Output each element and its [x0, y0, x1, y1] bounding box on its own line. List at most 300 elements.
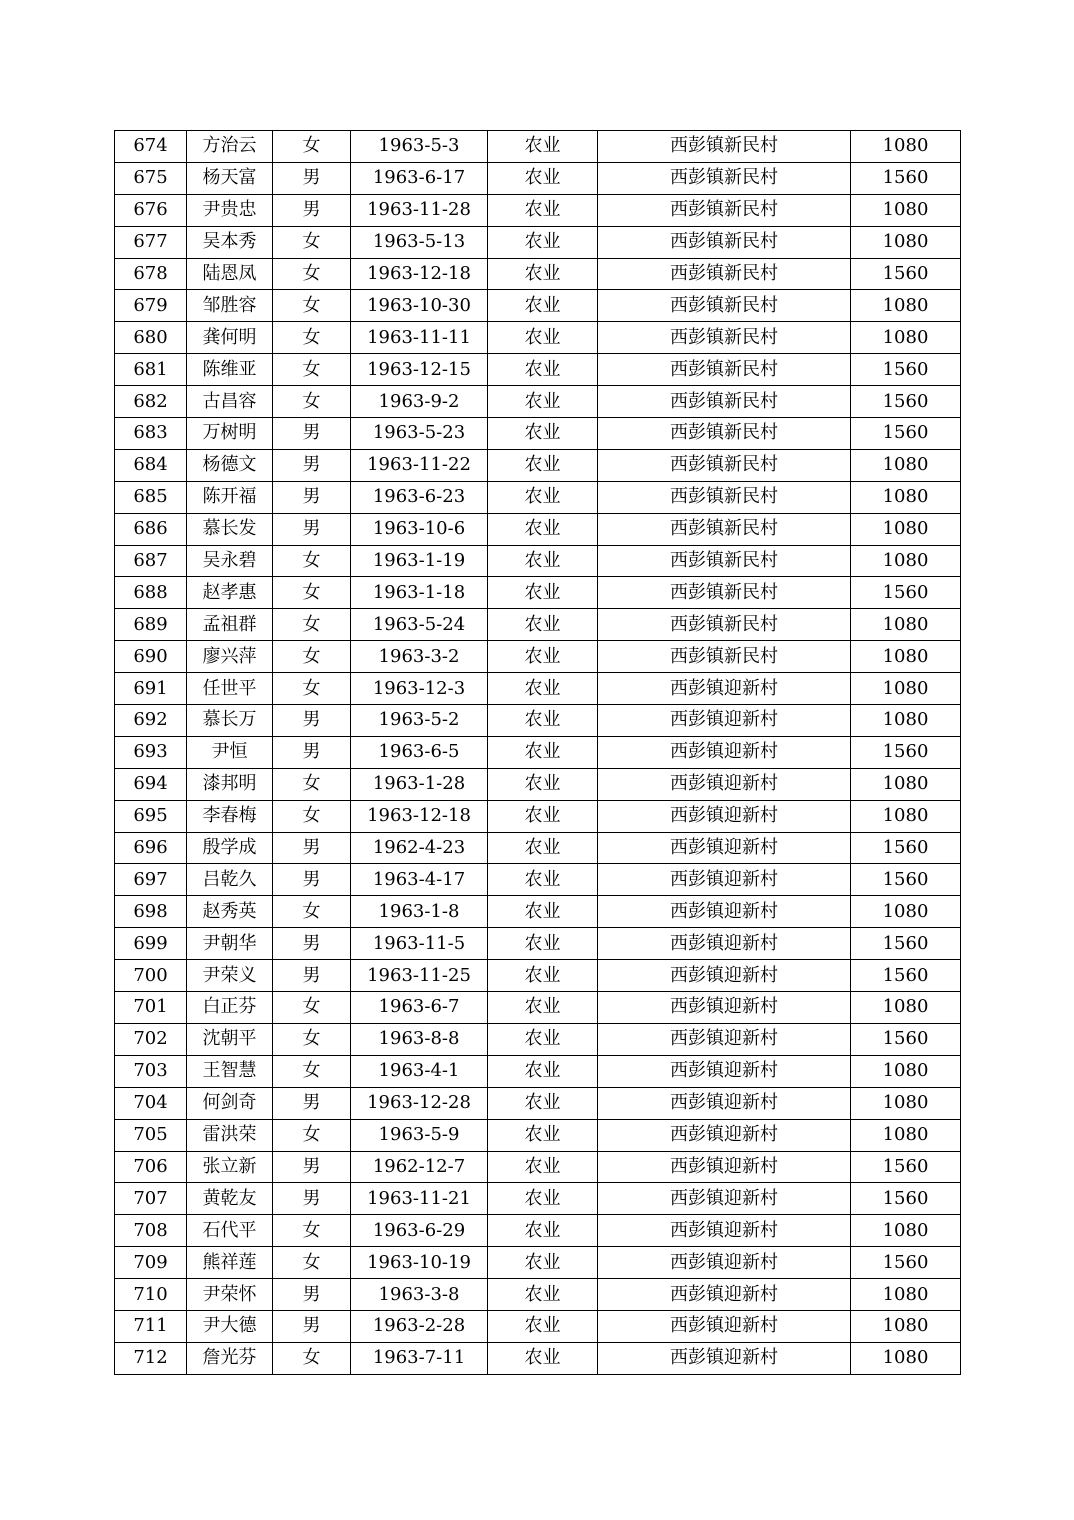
cell-address: 西彭镇新民村 — [598, 162, 851, 194]
cell-address: 西彭镇新民村 — [598, 386, 851, 418]
cell-amount: 1080 — [851, 992, 961, 1024]
cell-occupation: 农业 — [488, 673, 598, 705]
cell-name: 杨天富 — [187, 162, 273, 194]
cell-number: 706 — [115, 1151, 187, 1183]
cell-birth-date: 1963-12-18 — [351, 800, 488, 832]
cell-occupation: 农业 — [488, 896, 598, 928]
cell-sex: 男 — [273, 705, 351, 737]
cell-address: 西彭镇迎新村 — [598, 1342, 851, 1374]
cell-address: 西彭镇迎新村 — [598, 768, 851, 800]
cell-amount: 1560 — [851, 354, 961, 386]
cell-number: 709 — [115, 1247, 187, 1279]
cell-name: 孟祖群 — [187, 609, 273, 641]
table-row — [115, 194, 961, 226]
cell-occupation: 农业 — [488, 386, 598, 418]
cell-name: 尹朝华 — [187, 928, 273, 960]
cell-name: 何剑奇 — [187, 1087, 273, 1119]
cell-number: 712 — [115, 1342, 187, 1374]
cell-birth-date: 1962-12-7 — [351, 1151, 488, 1183]
cell-occupation: 农业 — [488, 481, 598, 513]
cell-sex: 女 — [273, 290, 351, 322]
cell-sex: 男 — [273, 1183, 351, 1215]
cell-amount: 1080 — [851, 1119, 961, 1151]
cell-amount: 1080 — [851, 1342, 961, 1374]
roster-table-body — [115, 131, 961, 1375]
cell-sex: 男 — [273, 864, 351, 896]
cell-sex: 女 — [273, 1247, 351, 1279]
table-row — [115, 1151, 961, 1183]
cell-sex: 男 — [273, 1087, 351, 1119]
cell-occupation: 农业 — [488, 1342, 598, 1374]
cell-name: 王智慧 — [187, 1055, 273, 1087]
cell-occupation: 农业 — [488, 1247, 598, 1279]
cell-name: 吕乾久 — [187, 864, 273, 896]
cell-number: 705 — [115, 1119, 187, 1151]
cell-address: 西彭镇迎新村 — [598, 1023, 851, 1055]
cell-sex: 女 — [273, 1055, 351, 1087]
cell-name: 方治云 — [187, 131, 273, 163]
cell-address: 西彭镇迎新村 — [598, 1151, 851, 1183]
cell-sex: 男 — [273, 928, 351, 960]
cell-name: 尹大德 — [187, 1310, 273, 1342]
cell-name: 古昌容 — [187, 386, 273, 418]
cell-name: 杨德文 — [187, 449, 273, 481]
cell-number: 690 — [115, 641, 187, 673]
cell-sex: 女 — [273, 226, 351, 258]
cell-amount: 1080 — [851, 1087, 961, 1119]
cell-amount: 1560 — [851, 960, 961, 992]
table-row — [115, 1215, 961, 1247]
cell-amount: 1080 — [851, 800, 961, 832]
cell-name: 万树明 — [187, 418, 273, 450]
cell-birth-date: 1962-4-23 — [351, 832, 488, 864]
cell-amount: 1080 — [851, 673, 961, 705]
cell-sex: 女 — [273, 131, 351, 163]
cell-birth-date: 1963-8-8 — [351, 1023, 488, 1055]
cell-number: 696 — [115, 832, 187, 864]
cell-birth-date: 1963-1-28 — [351, 768, 488, 800]
cell-sex: 女 — [273, 1119, 351, 1151]
cell-number: 711 — [115, 1310, 187, 1342]
cell-address: 西彭镇新民村 — [598, 609, 851, 641]
cell-amount: 1560 — [851, 577, 961, 609]
cell-name: 廖兴萍 — [187, 641, 273, 673]
table-row — [115, 481, 961, 513]
cell-address: 西彭镇迎新村 — [598, 1119, 851, 1151]
cell-address: 西彭镇迎新村 — [598, 1087, 851, 1119]
cell-occupation: 农业 — [488, 290, 598, 322]
cell-occupation: 农业 — [488, 449, 598, 481]
cell-birth-date: 1963-11-5 — [351, 928, 488, 960]
cell-address: 西彭镇迎新村 — [598, 1310, 851, 1342]
cell-sex: 女 — [273, 609, 351, 641]
table-row — [115, 1055, 961, 1087]
cell-occupation: 农业 — [488, 1279, 598, 1311]
cell-birth-date: 1963-12-28 — [351, 1087, 488, 1119]
cell-sex: 女 — [273, 1215, 351, 1247]
cell-address: 西彭镇新民村 — [598, 258, 851, 290]
cell-amount: 1560 — [851, 1183, 961, 1215]
cell-address: 西彭镇新民村 — [598, 194, 851, 226]
cell-sex: 男 — [273, 449, 351, 481]
cell-occupation: 农业 — [488, 1183, 598, 1215]
cell-sex: 男 — [273, 513, 351, 545]
cell-address: 西彭镇新民村 — [598, 513, 851, 545]
cell-sex: 男 — [273, 1151, 351, 1183]
cell-amount: 1080 — [851, 641, 961, 673]
cell-birth-date: 1963-3-8 — [351, 1279, 488, 1311]
cell-sex: 男 — [273, 418, 351, 450]
cell-address: 西彭镇新民村 — [598, 290, 851, 322]
cell-name: 石代平 — [187, 1215, 273, 1247]
cell-name: 尹荣义 — [187, 960, 273, 992]
cell-amount: 1560 — [851, 386, 961, 418]
table-row — [115, 354, 961, 386]
cell-birth-date: 1963-1-19 — [351, 545, 488, 577]
table-row — [115, 418, 961, 450]
cell-sex: 男 — [273, 1279, 351, 1311]
cell-amount: 1080 — [851, 226, 961, 258]
cell-number: 703 — [115, 1055, 187, 1087]
cell-sex: 女 — [273, 673, 351, 705]
cell-birth-date: 1963-2-28 — [351, 1310, 488, 1342]
cell-address: 西彭镇新民村 — [598, 449, 851, 481]
cell-address: 西彭镇迎新村 — [598, 864, 851, 896]
cell-address: 西彭镇迎新村 — [598, 960, 851, 992]
cell-address: 西彭镇迎新村 — [598, 896, 851, 928]
cell-name: 陈维亚 — [187, 354, 273, 386]
table-row — [115, 1342, 961, 1374]
table-row — [115, 673, 961, 705]
cell-sex: 女 — [273, 992, 351, 1024]
cell-amount: 1080 — [851, 1310, 961, 1342]
cell-number: 688 — [115, 577, 187, 609]
cell-occupation: 农业 — [488, 258, 598, 290]
roster-table — [114, 130, 961, 1375]
cell-birth-date: 1963-12-18 — [351, 258, 488, 290]
cell-number: 676 — [115, 194, 187, 226]
cell-birth-date: 1963-4-17 — [351, 864, 488, 896]
cell-number: 681 — [115, 354, 187, 386]
cell-birth-date: 1963-5-3 — [351, 131, 488, 163]
cell-birth-date: 1963-4-1 — [351, 1055, 488, 1087]
cell-occupation: 农业 — [488, 960, 598, 992]
cell-name: 漆邦明 — [187, 768, 273, 800]
cell-sex: 女 — [273, 800, 351, 832]
cell-name: 慕长发 — [187, 513, 273, 545]
cell-birth-date: 1963-6-29 — [351, 1215, 488, 1247]
cell-name: 尹荣怀 — [187, 1279, 273, 1311]
cell-name: 尹恒 — [187, 736, 273, 768]
cell-number: 682 — [115, 386, 187, 418]
cell-birth-date: 1963-11-11 — [351, 322, 488, 354]
cell-sex: 男 — [273, 162, 351, 194]
cell-birth-date: 1963-7-11 — [351, 1342, 488, 1374]
cell-number: 691 — [115, 673, 187, 705]
cell-amount: 1080 — [851, 545, 961, 577]
cell-name: 沈朝平 — [187, 1023, 273, 1055]
cell-birth-date: 1963-12-3 — [351, 673, 488, 705]
cell-sex: 女 — [273, 1023, 351, 1055]
cell-sex: 女 — [273, 354, 351, 386]
cell-name: 雷洪荣 — [187, 1119, 273, 1151]
cell-occupation: 农业 — [488, 322, 598, 354]
table-row — [115, 800, 961, 832]
cell-sex: 女 — [273, 322, 351, 354]
cell-occupation: 农业 — [488, 928, 598, 960]
cell-amount: 1080 — [851, 481, 961, 513]
cell-amount: 1080 — [851, 705, 961, 737]
cell-address: 西彭镇新民村 — [598, 322, 851, 354]
cell-occupation: 农业 — [488, 162, 598, 194]
cell-birth-date: 1963-11-28 — [351, 194, 488, 226]
cell-number: 679 — [115, 290, 187, 322]
cell-amount: 1080 — [851, 896, 961, 928]
cell-birth-date: 1963-10-19 — [351, 1247, 488, 1279]
cell-number: 675 — [115, 162, 187, 194]
cell-name: 白正芬 — [187, 992, 273, 1024]
table-row — [115, 226, 961, 258]
cell-amount: 1080 — [851, 449, 961, 481]
cell-occupation: 农业 — [488, 992, 598, 1024]
cell-occupation: 农业 — [488, 705, 598, 737]
cell-number: 680 — [115, 322, 187, 354]
table-row — [115, 513, 961, 545]
table-row — [115, 386, 961, 418]
cell-birth-date: 1963-11-22 — [351, 449, 488, 481]
table-row — [115, 992, 961, 1024]
cell-amount: 1560 — [851, 162, 961, 194]
cell-amount: 1560 — [851, 928, 961, 960]
cell-sex: 女 — [273, 1342, 351, 1374]
cell-amount: 1080 — [851, 131, 961, 163]
cell-occupation: 农业 — [488, 800, 598, 832]
table-row — [115, 768, 961, 800]
cell-address: 西彭镇迎新村 — [598, 832, 851, 864]
cell-birth-date: 1963-5-24 — [351, 609, 488, 641]
table-row — [115, 1247, 961, 1279]
cell-amount: 1560 — [851, 864, 961, 896]
cell-number: 684 — [115, 449, 187, 481]
cell-amount: 1560 — [851, 1247, 961, 1279]
cell-amount: 1080 — [851, 1215, 961, 1247]
cell-number: 699 — [115, 928, 187, 960]
cell-occupation: 农业 — [488, 226, 598, 258]
cell-number: 693 — [115, 736, 187, 768]
cell-occupation: 农业 — [488, 1055, 598, 1087]
cell-number: 685 — [115, 481, 187, 513]
table-row — [115, 322, 961, 354]
cell-amount: 1080 — [851, 1279, 961, 1311]
cell-name: 吴永碧 — [187, 545, 273, 577]
cell-number: 694 — [115, 768, 187, 800]
cell-sex: 女 — [273, 768, 351, 800]
cell-occupation: 农业 — [488, 832, 598, 864]
cell-address: 西彭镇新民村 — [598, 418, 851, 450]
cell-birth-date: 1963-5-2 — [351, 705, 488, 737]
cell-occupation: 农业 — [488, 418, 598, 450]
cell-sex: 男 — [273, 194, 351, 226]
table-row — [115, 1119, 961, 1151]
cell-birth-date: 1963-5-23 — [351, 418, 488, 450]
cell-occupation: 农业 — [488, 131, 598, 163]
table-row — [115, 1183, 961, 1215]
cell-address: 西彭镇迎新村 — [598, 1247, 851, 1279]
cell-name: 吴本秀 — [187, 226, 273, 258]
cell-amount: 1080 — [851, 768, 961, 800]
table-row — [115, 1279, 961, 1311]
table-row — [115, 832, 961, 864]
cell-sex: 女 — [273, 545, 351, 577]
cell-occupation: 农业 — [488, 609, 598, 641]
cell-amount: 1560 — [851, 1151, 961, 1183]
cell-address: 西彭镇迎新村 — [598, 800, 851, 832]
cell-amount: 1560 — [851, 418, 961, 450]
cell-address: 西彭镇迎新村 — [598, 1183, 851, 1215]
cell-number: 700 — [115, 960, 187, 992]
cell-name: 殷学成 — [187, 832, 273, 864]
cell-name: 詹光芬 — [187, 1342, 273, 1374]
cell-amount: 1080 — [851, 513, 961, 545]
cell-name: 黄乾友 — [187, 1183, 273, 1215]
cell-number: 701 — [115, 992, 187, 1024]
cell-sex: 男 — [273, 736, 351, 768]
cell-birth-date: 1963-5-9 — [351, 1119, 488, 1151]
table-row — [115, 864, 961, 896]
cell-number: 695 — [115, 800, 187, 832]
cell-address: 西彭镇迎新村 — [598, 1279, 851, 1311]
cell-birth-date: 1963-6-17 — [351, 162, 488, 194]
cell-birth-date: 1963-12-15 — [351, 354, 488, 386]
cell-address: 西彭镇迎新村 — [598, 928, 851, 960]
cell-address: 西彭镇新民村 — [598, 577, 851, 609]
cell-sex: 男 — [273, 832, 351, 864]
cell-birth-date: 1963-6-23 — [351, 481, 488, 513]
cell-amount: 1560 — [851, 1023, 961, 1055]
cell-sex: 女 — [273, 577, 351, 609]
cell-birth-date: 1963-6-5 — [351, 736, 488, 768]
cell-number: 708 — [115, 1215, 187, 1247]
cell-address: 西彭镇迎新村 — [598, 1215, 851, 1247]
cell-birth-date: 1963-11-21 — [351, 1183, 488, 1215]
cell-amount: 1560 — [851, 258, 961, 290]
cell-amount: 1080 — [851, 322, 961, 354]
cell-sex: 女 — [273, 386, 351, 418]
cell-number: 704 — [115, 1087, 187, 1119]
cell-sex: 男 — [273, 960, 351, 992]
cell-number: 678 — [115, 258, 187, 290]
table-row — [115, 290, 961, 322]
cell-occupation: 农业 — [488, 641, 598, 673]
cell-occupation: 农业 — [488, 577, 598, 609]
cell-name: 陆恩凤 — [187, 258, 273, 290]
cell-address: 西彭镇迎新村 — [598, 673, 851, 705]
table-row — [115, 131, 961, 163]
table-row — [115, 162, 961, 194]
cell-number: 687 — [115, 545, 187, 577]
table-row — [115, 609, 961, 641]
cell-occupation: 农业 — [488, 1023, 598, 1055]
cell-number: 689 — [115, 609, 187, 641]
cell-number: 710 — [115, 1279, 187, 1311]
cell-birth-date: 1963-9-2 — [351, 386, 488, 418]
cell-birth-date: 1963-6-7 — [351, 992, 488, 1024]
cell-name: 赵孝惠 — [187, 577, 273, 609]
cell-address: 西彭镇迎新村 — [598, 1055, 851, 1087]
table-row — [115, 577, 961, 609]
cell-amount: 1080 — [851, 290, 961, 322]
cell-address: 西彭镇迎新村 — [598, 992, 851, 1024]
cell-amount: 1080 — [851, 1055, 961, 1087]
cell-occupation: 农业 — [488, 1119, 598, 1151]
cell-occupation: 农业 — [488, 736, 598, 768]
table-row — [115, 1310, 961, 1342]
cell-sex: 女 — [273, 641, 351, 673]
cell-occupation: 农业 — [488, 354, 598, 386]
cell-birth-date: 1963-11-25 — [351, 960, 488, 992]
cell-address: 西彭镇新民村 — [598, 354, 851, 386]
table-row — [115, 641, 961, 673]
table-row — [115, 258, 961, 290]
cell-address: 西彭镇新民村 — [598, 131, 851, 163]
cell-birth-date: 1963-1-8 — [351, 896, 488, 928]
cell-name: 龚何明 — [187, 322, 273, 354]
cell-amount: 1080 — [851, 194, 961, 226]
table-row — [115, 1087, 961, 1119]
cell-number: 702 — [115, 1023, 187, 1055]
cell-address: 西彭镇新民村 — [598, 545, 851, 577]
table-row — [115, 545, 961, 577]
cell-name: 邹胜容 — [187, 290, 273, 322]
cell-number: 683 — [115, 418, 187, 450]
cell-occupation: 农业 — [488, 768, 598, 800]
cell-name: 尹贵忠 — [187, 194, 273, 226]
cell-sex: 男 — [273, 481, 351, 513]
cell-occupation: 农业 — [488, 1087, 598, 1119]
cell-occupation: 农业 — [488, 864, 598, 896]
cell-name: 张立新 — [187, 1151, 273, 1183]
cell-birth-date: 1963-3-2 — [351, 641, 488, 673]
cell-amount: 1560 — [851, 736, 961, 768]
cell-birth-date: 1963-10-6 — [351, 513, 488, 545]
cell-name: 赵秀英 — [187, 896, 273, 928]
cell-occupation: 农业 — [488, 1310, 598, 1342]
cell-birth-date: 1963-10-30 — [351, 290, 488, 322]
cell-number: 686 — [115, 513, 187, 545]
cell-sex: 女 — [273, 896, 351, 928]
cell-birth-date: 1963-1-18 — [351, 577, 488, 609]
cell-name: 熊祥莲 — [187, 1247, 273, 1279]
cell-occupation: 农业 — [488, 545, 598, 577]
table-row — [115, 705, 961, 737]
cell-number: 674 — [115, 131, 187, 163]
cell-number: 707 — [115, 1183, 187, 1215]
table-row — [115, 960, 961, 992]
cell-address: 西彭镇迎新村 — [598, 705, 851, 737]
table-row — [115, 928, 961, 960]
cell-sex: 女 — [273, 258, 351, 290]
cell-birth-date: 1963-5-13 — [351, 226, 488, 258]
cell-amount: 1080 — [851, 609, 961, 641]
table-row — [115, 896, 961, 928]
cell-number: 677 — [115, 226, 187, 258]
table-row — [115, 1023, 961, 1055]
cell-name: 李春梅 — [187, 800, 273, 832]
cell-number: 692 — [115, 705, 187, 737]
cell-amount: 1560 — [851, 832, 961, 864]
table-row — [115, 449, 961, 481]
cell-address: 西彭镇新民村 — [598, 641, 851, 673]
